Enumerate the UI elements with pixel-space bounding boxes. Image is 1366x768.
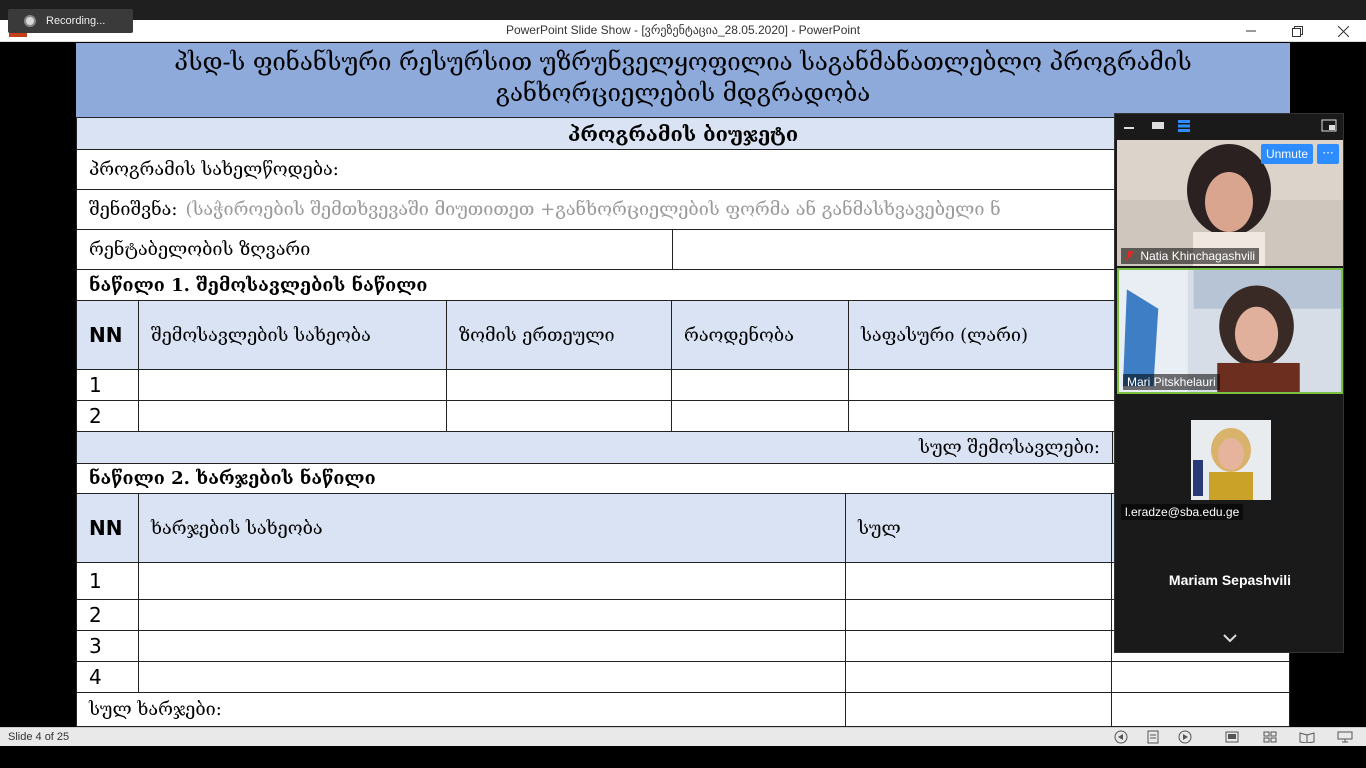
participant-name: Natia Khinchagashvili: [1140, 249, 1256, 263]
expense-total-value: [846, 693, 1112, 726]
chevron-down-icon[interactable]: [1222, 632, 1238, 644]
income-header-quantity: რაოდენობა: [672, 301, 849, 369]
table-cell[interactable]: [846, 563, 1112, 599]
income-header-nn: NN: [77, 301, 139, 369]
participant-tile[interactable]: [1117, 524, 1343, 632]
table-row: [76, 401, 1290, 432]
close-icon: [1338, 26, 1349, 37]
income-total-row: [76, 432, 1290, 464]
expense-row-number: 2: [77, 600, 139, 630]
slide-menu-icon[interactable]: [1145, 730, 1161, 744]
income-total-label: სულ შემოსავლები:: [77, 432, 1113, 463]
table-cell[interactable]: [139, 662, 846, 692]
budget-heading-row: [76, 117, 1290, 150]
table-cell[interactable]: [846, 631, 1112, 661]
previous-slide-icon[interactable]: [1113, 730, 1129, 744]
minimize-icon: [1246, 26, 1256, 36]
table-row: [76, 370, 1290, 401]
expense-total-row: [76, 693, 1290, 727]
restore-icon: [1292, 26, 1303, 37]
note-cell: [77, 190, 1290, 229]
part2-heading-row: [76, 464, 1290, 494]
participant-tile-active[interactable]: [1117, 268, 1343, 394]
status-bar: [0, 727, 1366, 746]
slide-title: [76, 43, 1290, 117]
more-options-button[interactable]: ···: [1317, 144, 1339, 164]
expense-row-number: 3: [77, 631, 139, 661]
expense-header-nn: NN: [77, 494, 139, 562]
participant-name-tag: [1123, 374, 1220, 390]
gallery-view-icon[interactable]: [1177, 119, 1191, 136]
participant-tile[interactable]: [1117, 396, 1343, 522]
restore-button[interactable]: [1274, 20, 1320, 42]
table-cell[interactable]: [139, 600, 846, 630]
table-row: [76, 662, 1290, 693]
participant-tile[interactable]: [1117, 140, 1343, 266]
expense-total-label: სულ ხარჯები:: [77, 693, 846, 726]
top-strip: [0, 0, 1366, 20]
slide-sorter-icon[interactable]: [1262, 730, 1278, 744]
income-row-number: 2: [77, 401, 139, 431]
profitability-row: [76, 230, 1290, 270]
zoom-video-panel: [1114, 113, 1344, 653]
budget-heading: პროგრამის ბიუჯეტი: [77, 118, 1290, 149]
table-cell[interactable]: [672, 370, 849, 400]
table-cell[interactable]: [139, 563, 846, 599]
expense-row-number: 4: [77, 662, 139, 692]
income-header-type: შემოსავლების სახეობა: [139, 301, 447, 369]
avatar: [1191, 420, 1271, 500]
participant-name-tag: [1121, 248, 1259, 264]
part1-heading: ნაწილი 1. შემოსავლების ნაწილი: [77, 270, 1290, 300]
slide-title-line-2: განხორციელების მდგრადობა: [495, 79, 871, 107]
table-row: [76, 631, 1290, 662]
recording-label: Recording...: [46, 15, 106, 27]
slide-counter: Slide 4 of 25: [8, 731, 70, 743]
part1-heading-row: [76, 270, 1290, 301]
profitability-label: რენტაბელობის ზღვარი: [77, 230, 673, 269]
table-cell[interactable]: [672, 401, 849, 431]
note-label: შენიშვნა:: [89, 199, 178, 220]
window-title: PowerPoint Slide Show - [ვრეზენტაცია_28.05.2020] - PowerPoint: [505, 23, 861, 37]
participant-name: Mari Pitskhelauri: [1127, 375, 1216, 389]
table-cell[interactable]: [139, 631, 846, 661]
expense-header-row: [76, 494, 1290, 563]
income-header-price: საფასური (ლარი): [849, 301, 1290, 369]
table-cell[interactable]: [139, 401, 447, 431]
next-slide-icon[interactable]: [1177, 730, 1193, 744]
participant-name-tag: [1121, 504, 1243, 520]
income-header-unit: ზომის ერთეული: [447, 301, 672, 369]
part2-heading: ნაწილი 2. ხარჯების ნაწილი: [77, 464, 1290, 493]
minimize-button[interactable]: [1228, 20, 1274, 42]
expense-row-number: 1: [77, 563, 139, 599]
expense-total-extra: [1112, 693, 1290, 726]
expense-header-type: ხარჯების სახეობა: [139, 494, 846, 562]
close-button[interactable]: [1320, 20, 1366, 42]
table-cell[interactable]: [447, 370, 672, 400]
participant-name: l.eradze@sba.edu.ge: [1125, 505, 1240, 519]
table-cell[interactable]: [1112, 662, 1290, 692]
reading-view-icon[interactable]: [1299, 730, 1315, 744]
recording-indicator[interactable]: [8, 9, 133, 33]
program-name-row: [76, 150, 1290, 190]
normal-view-icon[interactable]: [1224, 730, 1240, 744]
speaker-view-icon[interactable]: [1151, 119, 1165, 134]
table-cell[interactable]: [846, 662, 1112, 692]
table-cell[interactable]: [846, 600, 1112, 630]
zoom-panel-toolbar: [1115, 114, 1345, 140]
income-header-row: [76, 301, 1290, 370]
bottom-strip: [0, 746, 1366, 768]
exit-fullscreen-icon[interactable]: [1321, 119, 1337, 136]
expense-header-total: სულ: [846, 494, 1112, 562]
participant-name: Mariam Sepashvili: [1168, 572, 1292, 588]
muted-microphone-icon: [1125, 251, 1134, 261]
slide-title-line-1: პსდ-ს ფინანსური რესურსით უზრუნველყოფილია საგანმანათლებლო პროგრამის: [174, 48, 1192, 76]
table-row: [76, 600, 1290, 631]
table-cell[interactable]: [139, 370, 447, 400]
minimize-panel-icon[interactable]: [1123, 119, 1135, 134]
record-icon: [24, 15, 36, 27]
program-name-label: პროგრამის სახელწოდება:: [77, 150, 1290, 189]
unmute-button[interactable]: Unmute: [1261, 144, 1313, 164]
table-row: [76, 563, 1290, 600]
table-cell[interactable]: [447, 401, 672, 431]
slide: [76, 43, 1290, 727]
slide-show-icon[interactable]: [1337, 730, 1353, 744]
title-bar: [0, 20, 1366, 42]
note-row: [76, 190, 1290, 230]
income-row-number: 1: [77, 370, 139, 400]
note-hint: (საჭიროების შემთხვევაში მიუთითეთ +განხორციელების ფორმა ან განმასხვავებელი ნ: [185, 199, 1001, 220]
